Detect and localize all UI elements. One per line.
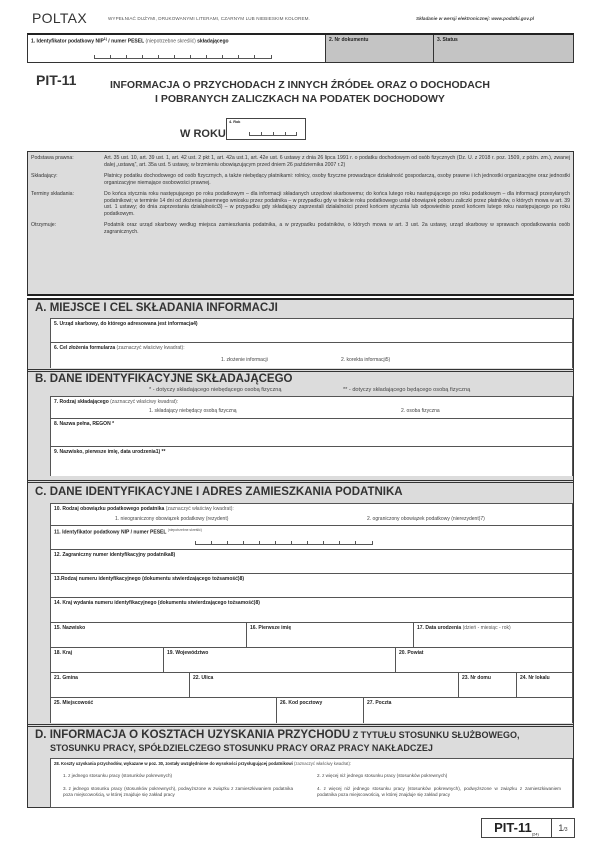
- name-row: [51, 622, 572, 647]
- field-11-nip-pesel[interactable]: 11. Identyfikator podatkowy NIP / numer PESEL $^{(niepotrzebne skreślić)}$: [51, 525, 572, 549]
- field-20-county[interactable]: 20. Powiat: [399, 650, 424, 656]
- field-27-post-office[interactable]: 27. Poczta: [367, 700, 392, 706]
- year-prefix: W ROKU: [180, 128, 226, 140]
- section-d-title: D. INFORMACJA O KOSZTACH UZYSKANIA PRZYCHODU Z TYTUŁU STOSUNKU SŁUŻBOWEGO,: [35, 729, 520, 741]
- section-b-fields: [50, 396, 573, 476]
- form-code: PIT-11: [36, 72, 77, 88]
- nip-digit-ticks: [94, 55, 272, 59]
- option-correction[interactable]: 2. korekta informacji5): [341, 357, 391, 363]
- section-c-fields: [50, 503, 573, 723]
- option-cost-single-job[interactable]: 1. z jednego stosunku pracy (stosunków pokrewnych): [63, 773, 173, 778]
- field-1-label: 1. Identyfikator podatkowy NIP: [31, 38, 104, 45]
- footer-form-code: PIT-11: [494, 820, 532, 835]
- section-divider: [28, 724, 573, 727]
- efile-note: Składanie w wersji elektronicznej: www.podatki.gov.pl: [416, 16, 535, 21]
- section-a-fields: [50, 318, 573, 368]
- region-row: [51, 647, 572, 672]
- field-2-document-number: 2. Nr dokumentu: [326, 35, 434, 62]
- address-row: [51, 672, 572, 697]
- field-17-birth-date[interactable]: 17. Data urodzenia (dzień - miesiąc - rok): [417, 625, 511, 631]
- section-a: [28, 302, 573, 315]
- field-6-purpose: 6. Cel złożenia formularza (zaznaczyć właściwy kwadrat): 1. złożenie informacji 2. korekta informacji5): [51, 342, 572, 368]
- year-digit-ticks: [249, 132, 297, 136]
- field-12-foreign-id[interactable]: 12. Zagraniczny numer identyfikacyjny podatnika8): [51, 549, 572, 573]
- legal-info-box: [27, 151, 574, 296]
- field-26-postal-code[interactable]: 26. Kod pocztowy: [277, 698, 364, 723]
- footer-page-number: 1: [558, 823, 564, 833]
- section-b-note-1: * - dotyczy składającego niebędącego osobą fizyczną: [149, 387, 282, 393]
- legal-row: Otrzymuje: Podatnik oraz urząd skarbowy według miejsca zamieszkania podatnika, a w przypadku podatników, o których mowa w art. 3 ust. 2a ustawy, urząd skarbowy w sprawach opodatkowania osób zagranicznych.: [31, 222, 570, 235]
- legal-row: Terminy składania: Do końca stycznia roku następującego po roku podatkowym – dla informacji składanych urzędowi skarbowemu; do końca lutego roku następującego po roku podatkowym – dla informacji przesyłanych podatnikowi; w terminie 14 dni od złożenia pisemnego wniosku przez podatnika – w przypadku gdy w trakcie roku podatkowego ustał obowiązek poboru zaliczki przez płatników, o których mowa w art. 39 ust. 1 ustawy; do dnia zaprzestania działalności3) – w przypadku gdy składający zaprzestali działalności przed końcem stycznia lub odpowiednio przed końcem lutego roku następującego po roku podatkowym.: [31, 191, 570, 217]
- field-24-apartment-number[interactable]: 24. Nr lokalu: [520, 675, 550, 681]
- option-cost-multiple-jobs[interactable]: 2. z więcej niż jednego stosunku pracy (stosunków pokrewnych): [317, 773, 448, 778]
- field-8-name-regon[interactable]: 8. Nazwa pełna, REGON *: [51, 418, 572, 446]
- section-b-note-2: ** - dotyczy składającego będącego osobą fizyczną: [343, 387, 471, 393]
- poltax-brand: POLTAX: [32, 10, 87, 26]
- section-divider: [28, 369, 573, 372]
- locality-row: [51, 697, 572, 723]
- section-d: D. INFORMACJA O KOSZTACH UZYSKANIA PRZYCHODU Z TYTUŁU STOSUNKU SŁUŻBOWEGO, STOSUNKU PRACY, SPÓŁDZIELCZEGO STOSUNKU PRACY ORAZ PRACY NAKŁADCZEJ: [28, 729, 573, 755]
- top-header: [30, 10, 575, 26]
- field-10-tax-obligation: 10. Rodzaj obowiązku podatkowego podatnika (zaznaczyć właściwy kwadrat): 1. nieograniczony obowiązek podatkowy (rezydent) 2. ograniczony obowiązek podatkowy (nierezydent)7): [51, 503, 572, 525]
- field-7-submitter-type: 7. Rodzaj składającego (zaznaczyć właściwy kwadrat): 1. składający niebędący osobą fizyczną 2. osoba fizyczna: [51, 396, 572, 418]
- option-non-resident[interactable]: 2. ograniczony obowiązek podatkowy (nierezydent)7): [367, 516, 485, 522]
- fill-instruction: WYPEŁNIAĆ DUŻYMI, DRUKOWANYMI LITERAMI, CZARNYM LUB NIEBIESKIM KOLOREM.: [108, 16, 310, 21]
- field-13-id-type[interactable]: 13.Rodzaj numeru identyfikacyjnego (dokumentu stwierdzającego tożsamość)8): [51, 573, 572, 597]
- section-d-fields: 28. Koszty uzyskania przychodów, wykazane w poz. 30, zostały uwzględnione do wysokości przysługującej podatnikowi (zaznaczyć właściwy kwadrat): 1. z jednego stosunku pracy (stosunków pokrewnych) 2. z więcej niż jednego stosunku pracy (stosunków pokrewnych) 3. z jednego stosunku pracy (stosunków pokrewnych), podwyższone w związku z zamieszkiwaniem podatnika poza miejscowością, w której znajduje się zakład pracy 4. z więcej niż jednego stosunku pracy (stosunków pokrewnych), podwyższone w związku z zamieszkiwaniem podatnika poza miejscowością, w której znajduje się zakład pracy: [50, 758, 573, 808]
- option-natural-person[interactable]: 2. osoba fizyczna: [401, 408, 440, 414]
- option-non-natural-person[interactable]: 1. składający niebędący osobą fizyczną: [149, 408, 237, 414]
- id-fields-row: [27, 33, 574, 63]
- field-18-country[interactable]: 18. Kraj: [51, 648, 164, 672]
- section-b: [28, 373, 573, 386]
- field-16-first-name[interactable]: 16. Pierwsze imię: [247, 623, 414, 647]
- footer-version: (24): [531, 831, 539, 837]
- section-c-title: C. DANE IDENTYFIKACYJNE I ADRES ZAMIESZKANIA PODATNIKA: [35, 486, 403, 498]
- field-9-surname-name-dob[interactable]: 9. Nazwisko, pierwsze imię, data urodzenia1) **: [51, 446, 572, 476]
- field-1-nip-pesel[interactable]: 1. Identyfikator podatkowy NIP$^{1)}$ / numer PESEL (niepotrzebne skreślić) składającego: [28, 35, 326, 62]
- section-divider: [28, 480, 573, 483]
- field-15-surname[interactable]: 15. Nazwisko: [51, 623, 247, 647]
- option-cost-single-job-raised[interactable]: 3. z jednego stosunku pracy (stosunków pokrewnych), podwyższone w związku z zamieszkiwaniem podatnika poza miejscowością, w której znajduje się zakład pracy: [63, 786, 293, 797]
- field-21-commune[interactable]: 21. Gmina: [51, 673, 190, 697]
- taxpayer-id-ticks: [195, 541, 373, 545]
- field-23-house-number[interactable]: 23. Nr domu: [459, 673, 517, 697]
- section-b-title: B. DANE IDENTYFIKACYJNE SKŁADAJĄCEGO: [35, 373, 293, 385]
- field-19-voivodeship[interactable]: 19. Województwo: [164, 648, 396, 672]
- form-title: INFORMACJA O PRZYCHODACH Z INNYCH ŹRÓDEŁ ORAZ O DOCHODACH I POBRANYCH ZALICZKACH NA PODATEK DOCHODOWY: [110, 79, 490, 105]
- field-14-id-country[interactable]: 14. Kraj wydania numeru identyfikacyjnego (dokumentu stwierdzającego tożsamość)8): [51, 597, 572, 622]
- legal-row: Podstawa prawna: Art. 35 ust. 10, art. 39 ust. 1, art. 42 ust. 2 pkt 1, art. 42a ust.1, art. 42e ust. 6 ustawy z dnia 26 lipca 1991 r. o podatku dochodowym od osób fizycznych (Dz. U. z 2018 r. poz. 1509, z późn. zm.), zwanej dalej „ustawą”, art. 35a ust. 5 ustawy, w brzmieniu obowiązującym przed dniem 26 października 2007 r.2): [31, 155, 570, 168]
- field-3-status: 3. Status: [434, 35, 573, 62]
- option-resident[interactable]: 1. nieograniczony obowiązek podatkowy (rezydent): [115, 516, 229, 522]
- field-25-locality[interactable]: 25. Miejscowość: [51, 698, 277, 723]
- footer-page-total: /3: [563, 827, 568, 833]
- page-footer: [481, 818, 575, 838]
- legal-row: Składający: Płatnicy podatku dochodowego od osób fizycznych, a także niebędący płatnikami: rolnicy, osoby fizyczne prowadzące działalność gospodarczą, osoby prawne i ich jednostki organizacyjne oraz jednostki organizacyjne niemające osobowości prawnej.: [31, 173, 570, 186]
- form-main: [27, 298, 574, 808]
- section-c: [28, 486, 573, 499]
- field-5-tax-office[interactable]: 5. Urząd skarbowy, do którego adresowana jest informacja4): [51, 318, 572, 342]
- section-a-title: A. MIEJSCE I CEL SKŁADANIA INFORMACJI: [35, 302, 278, 314]
- option-cost-multiple-jobs-raised[interactable]: 4. z więcej niż jednego stosunku pracy (stosunków pokrewnych), podwyższone w związku z zamieszkiwaniem podatnika poza miejscowością, w której znajduje się zakład pracy: [317, 786, 561, 797]
- field-22-street[interactable]: 22. Ulica: [190, 673, 459, 697]
- field-4-year[interactable]: 4. Rok: [226, 118, 306, 140]
- option-submission[interactable]: 1. złożenie informacji: [221, 357, 268, 363]
